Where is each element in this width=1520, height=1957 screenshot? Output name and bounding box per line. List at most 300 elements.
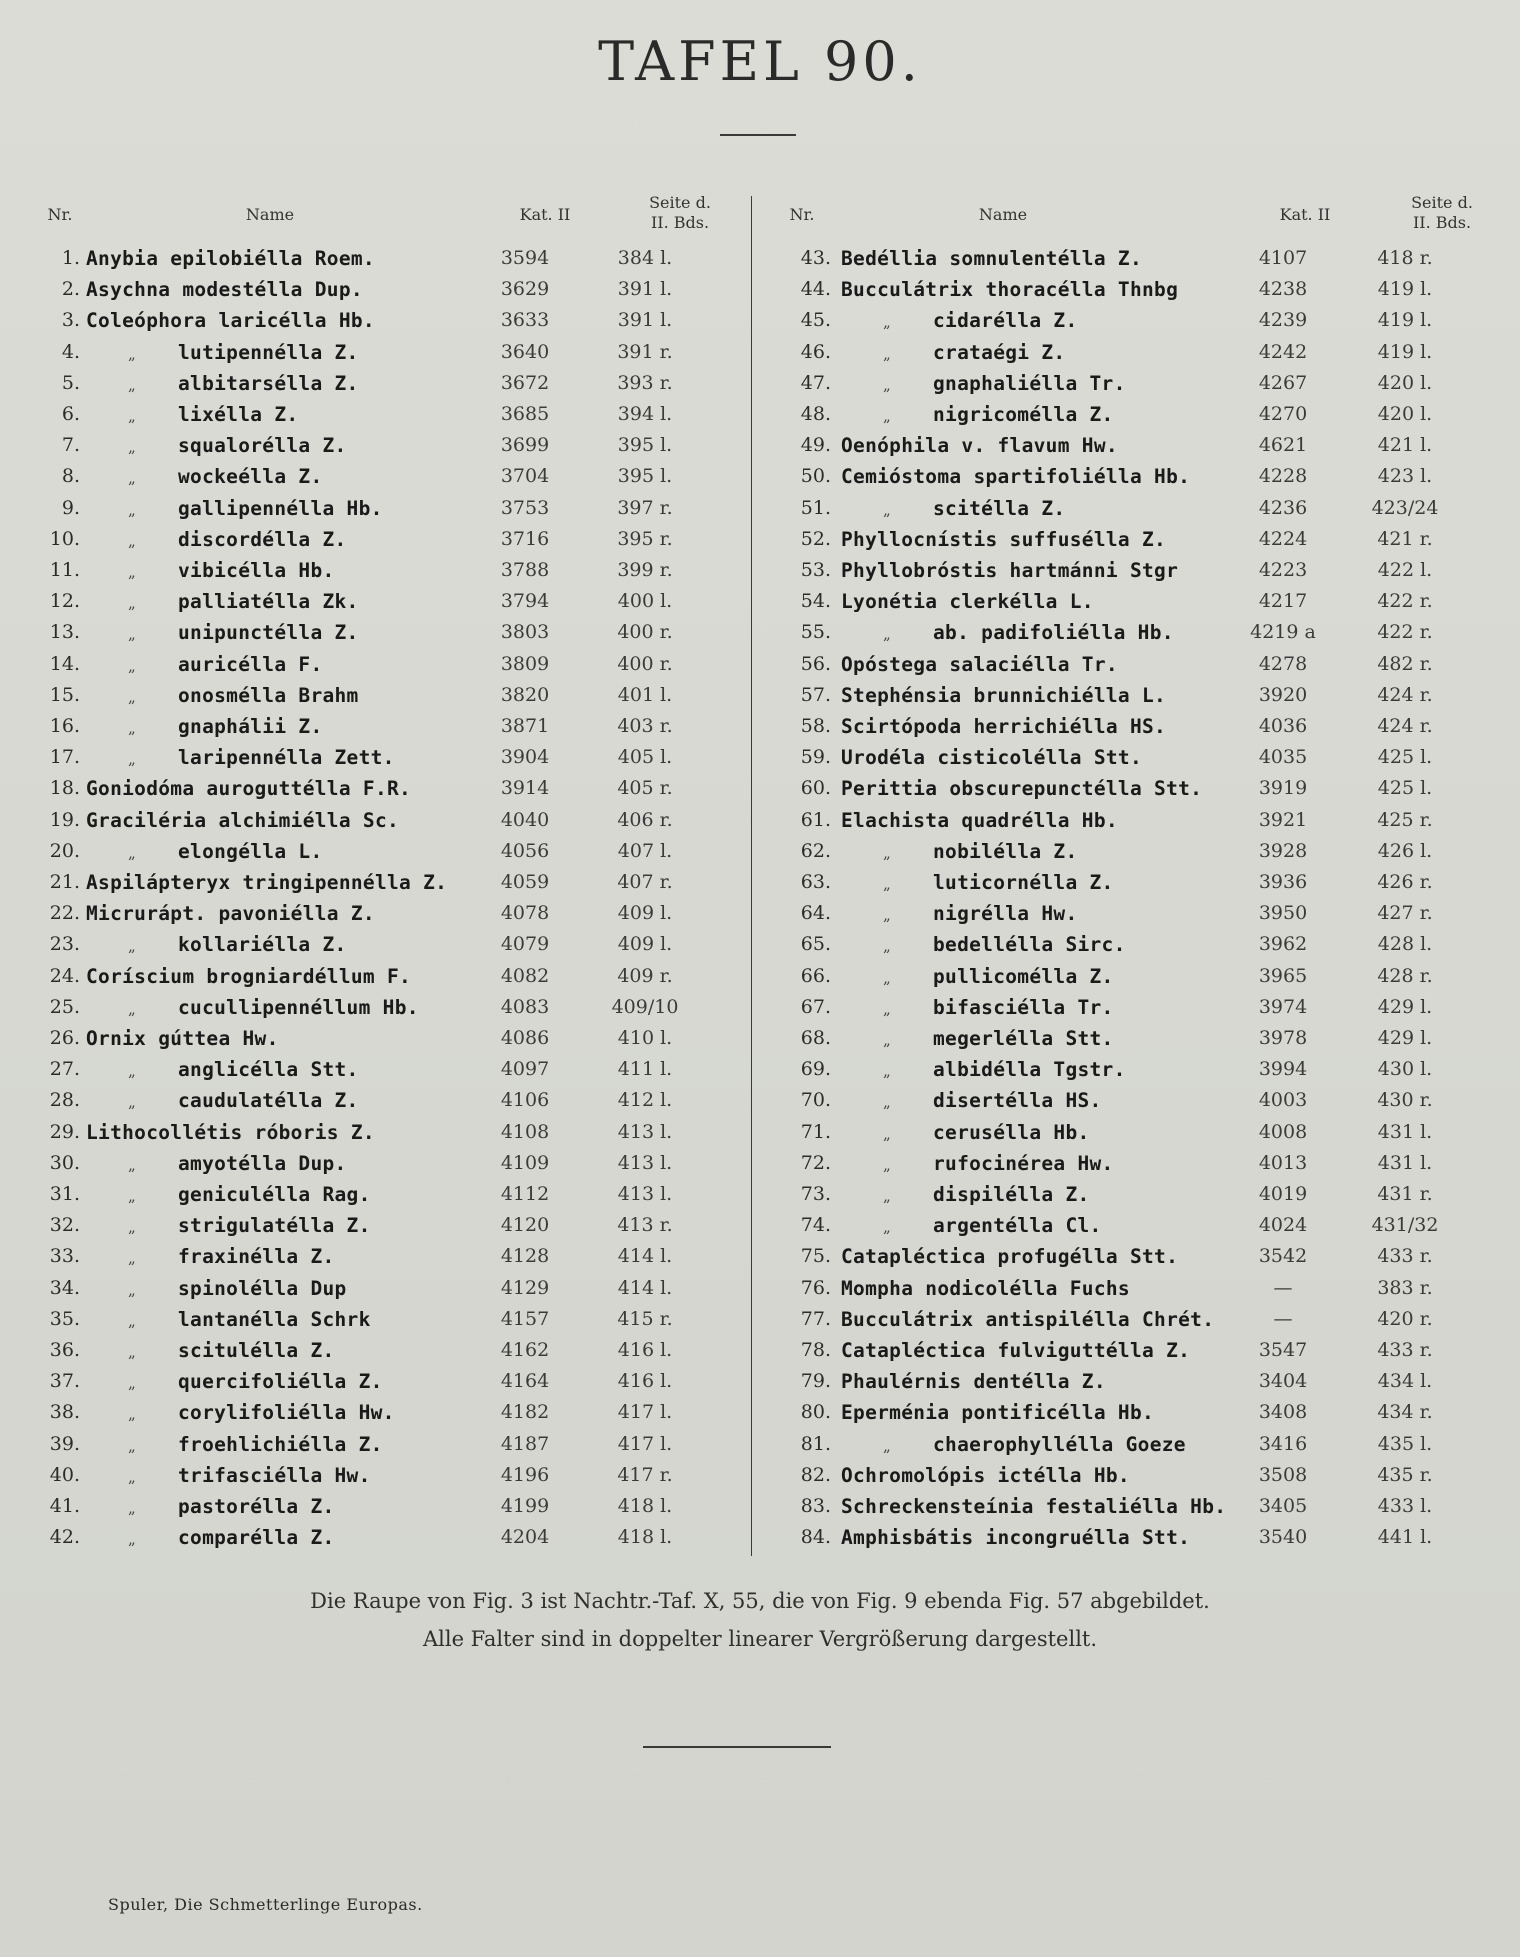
entry-number: 67. <box>800 995 831 1018</box>
page-reference: 430 l. <box>1377 1058 1433 1081</box>
species-name-cell <box>86 773 411 804</box>
entry-number: 27. <box>49 1058 80 1081</box>
species-name: Micrurápt. pavoniélla Z. <box>86 902 375 926</box>
table-row <box>775 1085 1475 1116</box>
species-name: megerlélla Stt. <box>933 1027 1114 1050</box>
header-name-right: Name <box>978 205 1028 224</box>
species-name: lantanélla Schrk <box>178 1307 371 1331</box>
table-row <box>775 1460 1475 1491</box>
table-row <box>775 1148 1475 1179</box>
species-name: dispilélla Z. <box>933 1183 1090 1206</box>
species-name: fraxinélla Z. <box>178 1245 335 1269</box>
species-name: Mompha nodicolélla Fuchs <box>841 1276 1130 1300</box>
page-reference: 420 l. <box>1377 371 1433 394</box>
header-name-left: Name <box>245 205 295 224</box>
catalog-number: 4078 <box>500 902 550 925</box>
table-row <box>40 898 730 929</box>
entry-number: 29. <box>49 1120 80 1143</box>
entry-number: 72. <box>800 1151 831 1174</box>
entry-number: 30. <box>49 1151 80 1174</box>
species-name: nobilélla Z. <box>933 839 1078 863</box>
catalog-number: 3540 <box>1258 1526 1308 1549</box>
catalog-number: 4204 <box>500 1526 550 1549</box>
catalog-number: 3871 <box>500 715 550 737</box>
species-name-cell <box>841 711 1166 742</box>
species-name: Elachista quadrélla Hb. <box>841 808 1118 832</box>
table-row <box>40 1085 730 1116</box>
entry-number: 18. <box>49 777 80 800</box>
page-reference: 418 l. <box>617 1495 673 1517</box>
table-row <box>40 368 730 399</box>
species-name: Graciléria alchimiélla Sc. <box>86 808 400 832</box>
page-reference: 397 r. <box>617 496 673 519</box>
table-row <box>775 742 1475 773</box>
species-name-cell <box>841 1023 1114 1056</box>
entry-number: 26. <box>49 1027 80 1049</box>
page-reference: 410 l. <box>617 1027 673 1049</box>
species-name: vibicélla Hb. <box>178 559 335 582</box>
table-row <box>775 399 1475 430</box>
catalog-number: — <box>1273 1276 1293 1299</box>
entry-number: 69. <box>800 1058 831 1081</box>
catalog-number: 4106 <box>500 1089 550 1112</box>
table-row <box>775 555 1475 586</box>
species-name: chaerophyllélla Goeze <box>933 1432 1186 1456</box>
species-name: Oenóphila v. flavum Hw. <box>841 434 1118 458</box>
species-name: elongélla L. <box>178 839 323 863</box>
species-name: bedellélla Sirc. <box>933 933 1126 957</box>
page-reference: 413 l. <box>617 1120 673 1143</box>
catalog-number: 3820 <box>500 683 550 706</box>
entry-number: 33. <box>49 1245 80 1268</box>
page-reference: 428 r. <box>1377 964 1433 987</box>
species-name: Coríscium brogniardéllum F. <box>86 964 412 988</box>
table-row <box>775 929 1475 960</box>
page-reference: 384 l. <box>617 247 673 269</box>
species-name-cell <box>841 680 1166 711</box>
entry-number: 36. <box>49 1339 80 1361</box>
species-name: caudulatélla Z. <box>178 1089 359 1113</box>
species-name: Coleóphora laricélla Hb. <box>86 309 375 333</box>
ditto-mark: „ <box>127 1467 137 1486</box>
catalog-number: 4112 <box>500 1183 550 1205</box>
table-row <box>40 399 730 430</box>
page-reference: 409 l. <box>617 933 673 956</box>
table-row <box>40 1491 730 1522</box>
catalog-number: 3920 <box>1258 683 1308 706</box>
table-row <box>775 1491 1475 1522</box>
page-reference: 415 r. <box>617 1307 673 1330</box>
ditto-mark: „ <box>127 750 137 769</box>
header-kat-left: Kat. II <box>519 205 571 224</box>
species-name-cell <box>841 337 1065 370</box>
page-reference: 419 l. <box>1377 278 1433 301</box>
entry-number: 19. <box>49 808 80 831</box>
entry-number: 48. <box>800 403 831 425</box>
catalog-number: 4128 <box>500 1245 550 1268</box>
species-name-cell <box>841 1429 1186 1462</box>
species-name-cell <box>86 805 399 836</box>
table-row <box>775 1429 1475 1460</box>
page-reference: 423 l. <box>1377 465 1433 488</box>
ditto-mark: „ <box>127 344 137 363</box>
species-name: Bucculátrix antispilélla Chrét. <box>841 1307 1215 1331</box>
entry-number: 34. <box>49 1276 80 1299</box>
catalog-number: 3914 <box>500 777 550 800</box>
page-reference: 412 l. <box>617 1089 673 1112</box>
species-name-cell <box>841 649 1118 680</box>
ditto-mark: „ <box>127 1249 137 1268</box>
catalog-number: 3965 <box>1258 964 1308 987</box>
species-name-cell <box>86 1117 375 1148</box>
ditto-mark: „ <box>882 1031 892 1049</box>
page-reference: 407 l. <box>617 839 673 862</box>
catalog-number: 4182 <box>500 1401 550 1424</box>
entry-number: 61. <box>800 808 831 831</box>
species-name-cell <box>841 430 1118 461</box>
table-row <box>40 305 730 336</box>
table-row <box>40 961 730 992</box>
entry-number: 47. <box>800 371 831 394</box>
page-reference: 418 l. <box>617 1526 673 1549</box>
catalog-number: 3633 <box>500 309 550 332</box>
species-name: pastorélla Z. <box>178 1495 335 1518</box>
table-row <box>775 524 1475 555</box>
entry-number: 81. <box>800 1432 831 1455</box>
ditto-mark: „ <box>127 500 137 519</box>
species-name-cell <box>841 305 1077 338</box>
footer-credit: Spuler, Die Schmetterlinge Europas. <box>108 1895 423 1914</box>
catalog-number: 4162 <box>500 1339 550 1361</box>
note-line-2: Alle Falter sind in doppelter linearer Vergrößerung dargestellt. <box>422 1627 1098 1651</box>
entry-number: 71. <box>800 1120 831 1143</box>
table-row <box>775 711 1475 742</box>
entry-number: 80. <box>800 1401 831 1424</box>
species-name: nigrélla Hw. <box>933 902 1078 926</box>
catalog-number: 4224 <box>1258 527 1308 550</box>
table-row <box>775 461 1475 492</box>
catalog-number: 4035 <box>1258 746 1308 769</box>
species-name: rufocinérea Hw. <box>933 1151 1114 1175</box>
page-reference: 391 r. <box>617 340 673 363</box>
entry-number: 12. <box>49 590 80 613</box>
species-name: Amphisbátis incongruélla Stt. <box>841 1526 1191 1550</box>
species-name: squalorélla Z. <box>178 434 347 458</box>
entry-number: 31. <box>49 1183 80 1205</box>
species-name: Phyllocnístis suffusélla Z. <box>841 527 1167 551</box>
ditto-mark: „ <box>882 375 892 394</box>
entry-number: 54. <box>800 590 831 613</box>
table-row <box>40 680 730 711</box>
entry-number: 76. <box>800 1276 831 1299</box>
table-row <box>775 836 1475 867</box>
entry-number: 6. <box>61 403 80 425</box>
entry-number: 8. <box>61 465 80 488</box>
catalog-number: 4024 <box>1258 1214 1308 1237</box>
table-row <box>40 337 730 368</box>
table-row <box>40 805 730 836</box>
table-row <box>40 1366 730 1397</box>
table-row <box>775 773 1475 804</box>
species-name: argentélla Cl. <box>933 1214 1102 1238</box>
species-name-cell <box>86 274 363 305</box>
species-name: Bedéllia somnulentélla Z. <box>841 247 1142 270</box>
species-name: Lyonétia clerkélla L. <box>841 590 1094 614</box>
species-name: gallipennélla Hb. <box>178 496 383 520</box>
catalog-number: 3716 <box>500 527 550 550</box>
entry-number: 1. <box>61 247 80 269</box>
species-name: froehlichiélla Z. <box>178 1432 383 1456</box>
page-reference: 417 r. <box>617 1463 673 1486</box>
ditto-mark: „ <box>882 1155 892 1174</box>
catalog-number: 3921 <box>1258 808 1308 831</box>
species-name: Catapléctica fulviguttélla Z. <box>841 1339 1191 1362</box>
table-row <box>40 555 730 586</box>
entry-number: 55. <box>800 621 831 644</box>
species-name-cell <box>841 1210 1102 1243</box>
species-name-cell <box>841 1179 1090 1212</box>
species-name-cell <box>86 524 347 557</box>
catalog-number: 3753 <box>500 496 550 519</box>
page-reference: 403 r. <box>617 715 673 737</box>
ditto-mark: „ <box>882 344 892 363</box>
catalog-number: 4082 <box>500 964 550 987</box>
entry-number: 65. <box>800 933 831 956</box>
page-reference: 417 l. <box>617 1432 673 1455</box>
catalog-number: 3405 <box>1258 1495 1308 1517</box>
species-name-cell <box>86 1210 371 1243</box>
ditto-mark: „ <box>127 719 137 737</box>
table-row <box>40 243 730 274</box>
species-name: auricélla F. <box>178 652 323 676</box>
ditto-mark: „ <box>882 1436 892 1455</box>
ditto-mark: „ <box>127 1311 137 1330</box>
species-name: geniculélla Rag. <box>178 1183 371 1206</box>
page-reference: 407 r. <box>617 871 673 893</box>
entry-number: 52. <box>800 527 831 550</box>
table-row <box>40 1522 730 1553</box>
entry-number: 75. <box>800 1245 831 1268</box>
entry-number: 51. <box>800 496 831 519</box>
ditto-mark: „ <box>127 1374 137 1393</box>
catalog-number: 3928 <box>1258 839 1308 862</box>
catalog-number: 3809 <box>500 652 550 675</box>
page-reference: 422 r. <box>1377 590 1433 613</box>
page-reference: 433 l. <box>1377 1495 1433 1517</box>
page-reference: 482 r. <box>1377 652 1433 675</box>
species-name: Ornix gúttea Hw. <box>86 1027 279 1050</box>
catalog-number: 4120 <box>500 1214 550 1237</box>
entry-number: 11. <box>49 559 80 581</box>
table-row <box>40 430 730 461</box>
entry-number: 64. <box>800 902 831 925</box>
page-reference: 414 l. <box>617 1245 673 1268</box>
page-reference: 441 l. <box>1377 1526 1433 1549</box>
plate-title: TAFEL 90. <box>598 30 922 93</box>
species-name-cell <box>86 305 375 336</box>
entry-number: 10. <box>49 527 80 550</box>
catalog-number: 4079 <box>500 933 550 956</box>
species-name: Stephénsia brunnichiélla L. <box>841 683 1167 707</box>
entry-number: 44. <box>800 278 831 301</box>
species-name-cell <box>841 1117 1090 1150</box>
catalog-number: 4238 <box>1258 278 1308 301</box>
ditto-mark: „ <box>127 1343 137 1361</box>
ditto-mark: „ <box>127 531 137 550</box>
catalog-number: 3803 <box>500 621 550 644</box>
entry-number: 2. <box>61 278 80 301</box>
table-row <box>40 1210 730 1241</box>
table-row <box>40 586 730 617</box>
species-name-cell <box>841 805 1118 836</box>
page-reference: 413 l. <box>617 1151 673 1174</box>
entry-number: 83. <box>800 1495 831 1517</box>
page-reference: 401 l. <box>617 683 673 706</box>
species-name-cell <box>841 1460 1130 1491</box>
species-name-cell <box>841 929 1126 962</box>
table-row <box>40 1335 730 1366</box>
species-name-cell <box>86 1522 335 1555</box>
table-row <box>775 493 1475 524</box>
species-name-cell <box>86 1304 371 1337</box>
entry-number: 73. <box>800 1183 831 1205</box>
table-row <box>40 493 730 524</box>
species-name-cell <box>841 1241 1178 1272</box>
ditto-mark: „ <box>882 500 892 519</box>
table-row <box>775 1273 1475 1304</box>
species-name: corylifoliélla Hw. <box>178 1401 395 1425</box>
table-row <box>775 1335 1475 1366</box>
table-row <box>40 1054 730 1085</box>
species-name-cell <box>841 1273 1130 1304</box>
ditto-mark: „ <box>127 375 137 394</box>
species-name-cell <box>86 1085 359 1118</box>
bottom-rule <box>643 1746 831 1748</box>
species-name-cell <box>86 430 347 463</box>
column-divider <box>751 196 752 1556</box>
page-reference: 427 r. <box>1377 902 1433 925</box>
page-reference: 391 l. <box>617 309 673 332</box>
species-name: discordélla Z. <box>178 527 347 551</box>
table-row <box>775 243 1475 274</box>
ditto-mark: „ <box>882 937 892 956</box>
species-name: Schreckensteínia festaliélla Hb. <box>841 1495 1227 1518</box>
page-reference: 419 l. <box>1377 340 1433 363</box>
species-name: nigricomélla Z. <box>933 403 1114 426</box>
catalog-number: 4086 <box>500 1027 550 1049</box>
catalog-number: 4097 <box>500 1058 550 1081</box>
table-row <box>775 1210 1475 1241</box>
catalog-number: 4059 <box>500 871 550 893</box>
species-name-cell <box>841 586 1094 617</box>
catalog-number: 3904 <box>500 746 550 769</box>
species-name-cell <box>841 836 1077 869</box>
catalog-number: 4019 <box>1258 1183 1308 1205</box>
page-reference: 425 l. <box>1377 746 1433 769</box>
species-name-cell <box>841 555 1178 586</box>
right-table <box>775 243 1475 1555</box>
catalog-number: 4219 a <box>1250 621 1316 644</box>
page-reference: 391 l. <box>617 278 673 301</box>
catalog-number: 4003 <box>1258 1089 1308 1112</box>
entry-number: 7. <box>61 434 80 457</box>
table-row <box>775 649 1475 680</box>
page-reference: 434 l. <box>1377 1370 1433 1393</box>
entry-number: 62. <box>800 839 831 862</box>
ditto-mark: „ <box>882 313 892 332</box>
entry-number: 42. <box>49 1526 80 1549</box>
table-row <box>775 1522 1475 1553</box>
header-nr-left: Nr. <box>47 205 73 224</box>
species-name: Cemióstoma spartifoliélla Hb. <box>841 465 1191 489</box>
species-name-cell <box>841 399 1114 432</box>
entry-number: 43. <box>800 247 831 269</box>
page-reference: 395 l. <box>617 434 673 457</box>
species-name: albidélla Tgstr. <box>933 1058 1126 1082</box>
ditto-mark: „ <box>127 687 137 706</box>
table-row <box>40 274 730 305</box>
entry-number: 4. <box>61 340 80 363</box>
table-row <box>775 1054 1475 1085</box>
ditto-mark: „ <box>127 625 137 644</box>
table-row <box>775 898 1475 929</box>
ditto-mark: „ <box>127 1062 137 1081</box>
entry-number: 15. <box>49 683 80 706</box>
catalog-number: 4199 <box>500 1495 550 1517</box>
catalog-number: 4129 <box>500 1276 550 1299</box>
species-name-cell <box>841 1085 1102 1118</box>
ditto-mark: „ <box>882 1124 892 1143</box>
table-row <box>40 1429 730 1460</box>
page-reference: 431/32 <box>1371 1214 1439 1237</box>
header-seite-line2: II. Bds. <box>650 213 710 232</box>
page-reference: 424 r. <box>1377 715 1433 737</box>
page-reference: 422 l. <box>1377 559 1433 581</box>
species-name-cell <box>841 461 1190 492</box>
species-name-cell <box>841 1491 1226 1522</box>
ditto-mark: „ <box>882 843 892 862</box>
species-name-cell <box>86 493 383 526</box>
page-reference: 422 r. <box>1377 621 1433 644</box>
species-name-cell <box>841 1366 1106 1397</box>
species-name-cell <box>86 1335 335 1368</box>
ditto-mark: „ <box>127 1218 137 1237</box>
page-reference: 420 l. <box>1377 403 1433 425</box>
table-row <box>40 867 730 898</box>
page-reference: 400 l. <box>617 590 673 613</box>
species-name-cell <box>86 680 359 713</box>
catalog-number: 4621 <box>1258 434 1308 457</box>
table-row <box>775 867 1475 898</box>
entry-number: 60. <box>800 777 831 800</box>
entry-number: 79. <box>800 1370 831 1393</box>
entry-number: 68. <box>800 1027 831 1049</box>
ditto-mark: „ <box>127 407 137 425</box>
page-reference: 425 r. <box>1377 808 1433 831</box>
page-reference: 405 l. <box>617 746 673 769</box>
species-name-cell <box>841 617 1174 650</box>
species-name: Opóstega salaciélla Tr. <box>841 652 1118 676</box>
species-name-cell <box>86 742 395 775</box>
ditto-mark: „ <box>882 407 892 425</box>
species-name-cell <box>841 1397 1154 1428</box>
species-name-cell <box>841 368 1126 401</box>
species-name-cell <box>86 1273 347 1306</box>
table-row <box>40 1179 730 1210</box>
species-name: unipunctélla Z. <box>178 621 359 645</box>
entry-number: 9. <box>61 496 80 519</box>
page-reference: 395 r. <box>617 527 673 550</box>
